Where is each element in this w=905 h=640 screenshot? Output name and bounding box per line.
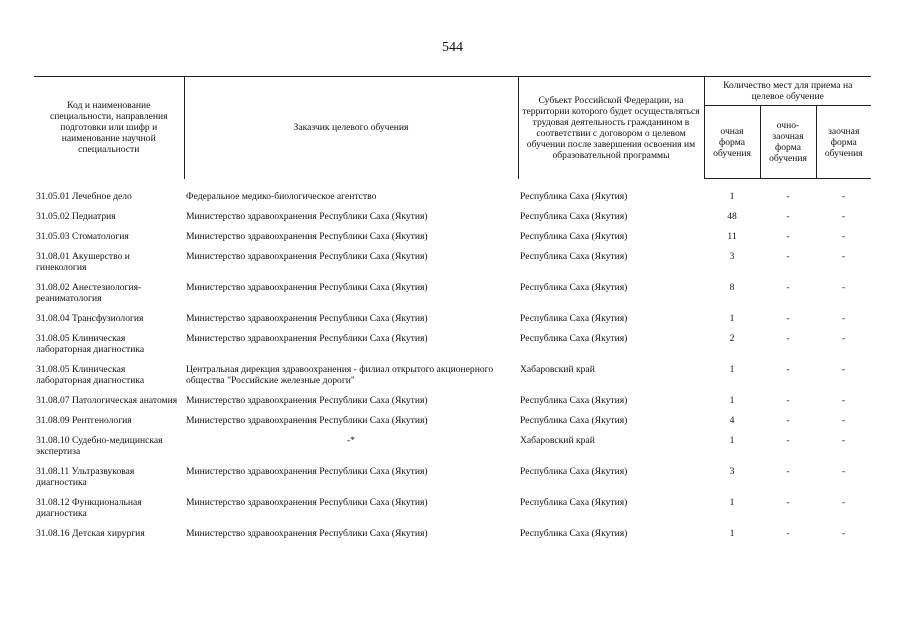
cell-customer: Министерство здравоохранения Республики Саха (Якутия) bbox=[186, 333, 428, 344]
table-header bbox=[34, 77, 871, 179]
cell-extramural: - bbox=[841, 251, 846, 262]
cell-part-time: - bbox=[786, 466, 790, 477]
cell-full-time: 2 bbox=[729, 333, 735, 344]
header-customer: Заказчик целевого обучения bbox=[184, 77, 518, 179]
cell-part-time: - bbox=[786, 435, 790, 446]
cell-extramural: - bbox=[841, 435, 846, 446]
cell-extramural: - bbox=[841, 231, 846, 242]
cell-part-time: - bbox=[786, 191, 790, 202]
table-row bbox=[34, 524, 871, 544]
cell-customer: Федеральное медико-биологическое агентство bbox=[186, 190, 377, 202]
header-extramural: заочная форма обучения bbox=[816, 106, 871, 179]
cell-region: Республика Саха (Якутия) bbox=[520, 333, 628, 344]
cell-region: Республика Саха (Якутия) bbox=[520, 313, 628, 324]
cell-customer: Министерство здравоохранения Республики Саха (Якутия) bbox=[186, 211, 428, 222]
cell-customer: Министерство здравоохранения Республики Саха (Якутия) bbox=[186, 528, 428, 539]
table-body bbox=[34, 179, 871, 545]
cell-full-time: 11 bbox=[727, 231, 737, 242]
cell-full-time: 48 bbox=[727, 211, 737, 222]
table-row bbox=[34, 179, 871, 208]
cell-region: Хабаровский край bbox=[520, 435, 595, 446]
cell-extramural: - bbox=[841, 313, 846, 324]
cell-full-time: 8 bbox=[729, 282, 735, 293]
cell-full-time: 3 bbox=[729, 251, 735, 262]
table-row bbox=[34, 309, 871, 329]
cell-region: Республика Саха (Якутия) bbox=[520, 415, 628, 426]
cell-region: Республика Саха (Якутия) bbox=[520, 528, 628, 539]
cell-code: 31.05.03 Стоматология bbox=[36, 231, 129, 242]
cell-region: Республика Саха (Якутия) bbox=[520, 231, 628, 242]
table-row bbox=[34, 391, 871, 411]
table-row bbox=[34, 431, 871, 462]
cell-extramural: - bbox=[841, 191, 846, 202]
cell-full-time: 1 bbox=[729, 364, 735, 375]
cell-part-time: - bbox=[786, 282, 790, 293]
cell-region: Республика Саха (Якутия) bbox=[520, 282, 628, 293]
cell-full-time: 4 bbox=[729, 415, 735, 426]
table-row bbox=[34, 278, 871, 309]
cell-extramural: - bbox=[841, 282, 846, 293]
cell-extramural: - bbox=[841, 395, 846, 406]
cell-code: 31.08.12 Функциональная диагностика bbox=[36, 497, 142, 519]
cell-customer: Министерство здравоохранения Республики Саха (Якутия) bbox=[186, 231, 428, 242]
table-row bbox=[34, 329, 871, 360]
table-row bbox=[34, 227, 871, 247]
cell-code: 31.08.02 Анестезиология-реаниматология bbox=[36, 282, 142, 304]
header-part-time: очно-заочная форма обучения bbox=[760, 106, 816, 179]
cell-code: 31.05.01 Лечебное дело bbox=[36, 190, 132, 202]
cell-part-time: - bbox=[786, 333, 790, 344]
cell-customer: Министерство здравоохранения Республики Саха (Якутия) bbox=[186, 251, 428, 262]
cell-extramural: - bbox=[841, 497, 846, 508]
cell-part-time: - bbox=[786, 231, 790, 242]
cell-full-time: 3 bbox=[729, 466, 735, 477]
cell-extramural: - bbox=[841, 211, 846, 222]
table-row bbox=[34, 493, 871, 524]
cell-region: Республика Саха (Якутия) bbox=[520, 251, 628, 262]
cell-region: Республика Саха (Якутия) bbox=[520, 497, 628, 508]
cell-extramural: - bbox=[841, 333, 846, 344]
cell-full-time: 1 bbox=[729, 528, 735, 539]
target-training-table bbox=[34, 76, 871, 544]
cell-region: Республика Саха (Якутия) bbox=[520, 211, 628, 222]
cell-customer: -* bbox=[347, 435, 355, 446]
table-row bbox=[34, 411, 871, 431]
table-row bbox=[34, 462, 871, 493]
cell-part-time: - bbox=[786, 415, 790, 426]
cell-code: 31.08.09 Рентгенология bbox=[36, 415, 132, 426]
cell-customer: Министерство здравоохранения Республики Саха (Якутия) bbox=[186, 313, 428, 324]
cell-extramural: - bbox=[841, 528, 846, 539]
cell-code: 31.08.01 Акушерство и гинекология bbox=[36, 251, 130, 273]
cell-region: Республика Саха (Якутия) bbox=[520, 466, 628, 477]
cell-code: 31.08.07 Патологическая анатомия bbox=[36, 395, 178, 406]
cell-code: 31.08.04 Трансфузиология bbox=[36, 313, 144, 324]
cell-region: Республика Саха (Якутия) bbox=[520, 395, 628, 406]
cell-code: 31.08.05 Клиническая лабораторная диагностика bbox=[36, 333, 145, 355]
header-region: Субъект Российской Федерации, на территории которого будет осуществляться трудовая деятельность гражданином в соответствии с договором о целевом обучении после завершения освоения им образовательной программы bbox=[518, 77, 704, 179]
cell-extramural: - bbox=[841, 364, 846, 375]
cell-customer: Министерство здравоохранения Республики Саха (Якутия) bbox=[186, 395, 428, 406]
table-row bbox=[34, 360, 871, 391]
cell-customer: Министерство здравоохранения Республики Саха (Якутия) bbox=[186, 415, 428, 426]
cell-region: Хабаровский край bbox=[520, 364, 595, 375]
cell-code: 31.08.10 Судебно-медицинская экспертиза bbox=[36, 435, 163, 457]
table-row bbox=[34, 207, 871, 227]
cell-customer: Министерство здравоохранения Республики Саха (Якутия) bbox=[186, 466, 428, 477]
cell-code: 31.08.11 Ультразвуковая диагностика bbox=[36, 466, 135, 488]
cell-full-time: 1 bbox=[729, 191, 735, 202]
cell-part-time: - bbox=[786, 313, 790, 324]
cell-extramural: - bbox=[841, 466, 846, 477]
cell-customer: Министерство здравоохранения Республики Саха (Якутия) bbox=[186, 497, 428, 508]
cell-code: 31.08.05 Клиническая лабораторная диагностика bbox=[36, 364, 145, 386]
cell-full-time: 1 bbox=[729, 497, 735, 508]
table-row bbox=[34, 247, 871, 278]
header-code: Код и наименование специальности, направления подготовки или шифр и наименование научной специальности bbox=[34, 77, 184, 179]
page-number: 544 bbox=[442, 40, 463, 55]
cell-full-time: 1 bbox=[729, 313, 735, 324]
cell-part-time: - bbox=[786, 395, 790, 406]
cell-part-time: - bbox=[786, 364, 790, 375]
cell-customer: Министерство здравоохранения Республики Саха (Якутия) bbox=[186, 282, 428, 293]
cell-part-time: - bbox=[786, 528, 790, 539]
cell-code: 31.05.02 Педиатрия bbox=[36, 211, 116, 222]
header-full-time: очная форма обучения bbox=[704, 106, 760, 179]
cell-full-time: 1 bbox=[729, 395, 735, 406]
cell-region: Республика Саха (Якутия) bbox=[520, 190, 628, 202]
header-places: Количество мест для приема на целевое обучение bbox=[704, 77, 871, 106]
cell-part-time: - bbox=[786, 211, 790, 222]
cell-customer: Центральная дирекция здравоохранения - филиал открытого акционерного общества "Российские железные дороги" bbox=[186, 364, 494, 386]
cell-extramural: - bbox=[841, 415, 846, 426]
cell-part-time: - bbox=[786, 497, 790, 508]
cell-code: 31.08.16 Детская хирургия bbox=[36, 528, 145, 539]
cell-part-time: - bbox=[786, 251, 790, 262]
cell-full-time: 1 bbox=[729, 435, 735, 446]
